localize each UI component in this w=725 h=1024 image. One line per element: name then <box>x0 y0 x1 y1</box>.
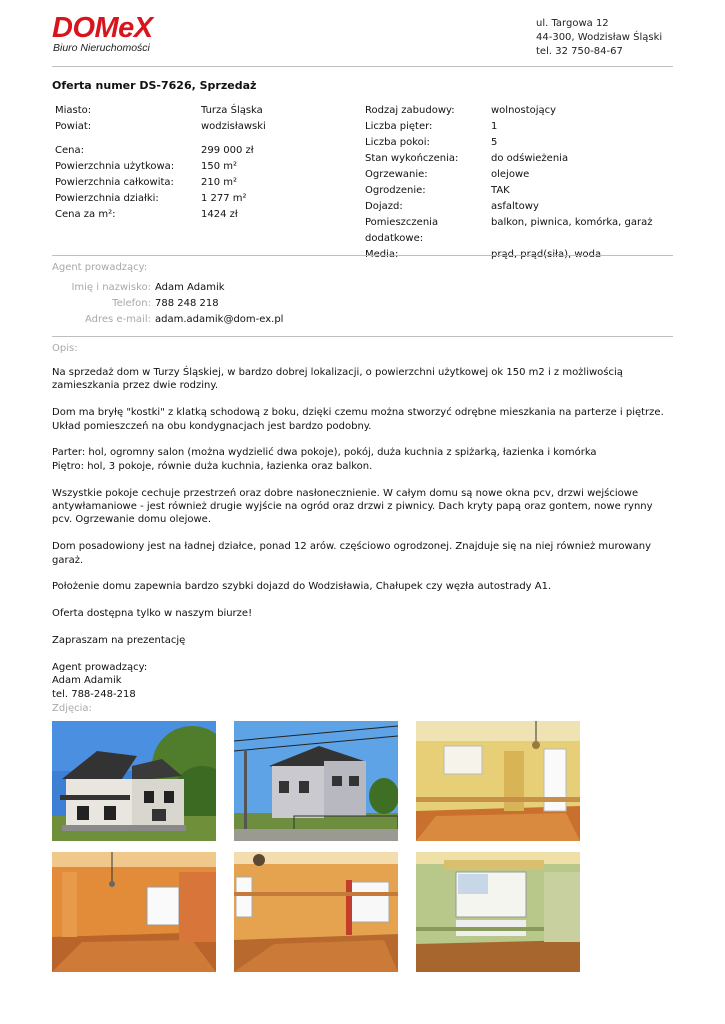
photo-house-exterior-side[interactable] <box>234 721 398 841</box>
detail-row <box>55 103 266 119</box>
detail-value: TAK <box>491 185 510 196</box>
office-address <box>536 17 662 59</box>
detail-value: wolnostojący <box>491 105 557 116</box>
detail-row <box>55 143 266 159</box>
detail-label: Ogrodzenie: <box>365 185 426 196</box>
detail-row <box>365 183 653 199</box>
photo-room-green-window[interactable] <box>416 852 580 972</box>
detail-row <box>365 199 653 215</box>
detail-label: Powierzchnia całkowita: <box>55 177 174 188</box>
description-paragraph: Zapraszam na prezentację <box>52 635 186 647</box>
address-phone: tel. 32 750-84-67 <box>536 46 623 57</box>
detail-value: wodzisławski <box>201 121 266 132</box>
description-section-label: Opis: <box>52 343 78 354</box>
description-text <box>52 366 672 714</box>
detail-row <box>365 151 653 167</box>
photo-room-yellow-door[interactable] <box>416 721 580 841</box>
detail-label: Rodzaj zabudowy: <box>365 105 455 116</box>
details-divider <box>52 255 673 256</box>
photo-room-orange-corner[interactable] <box>234 852 398 972</box>
description-paragraph: Agent prowadzący: Adam Adamik tel. 788-248-218 <box>52 661 148 700</box>
detail-label: Cena za m²: <box>55 209 116 220</box>
agent-row <box>52 312 283 328</box>
detail-row <box>365 135 653 151</box>
description-paragraph: Dom ma bryłę "kostki" z klatką schodową z boku, dzięki czemu można stworzyć odrębne mieszkania na parterze i piętrze. Układ pomieszczeń na obu kondygnacjach jest bardzo podobny. <box>52 407 664 432</box>
description-paragraph: Oferta dostępna tylko w naszym biurze! <box>52 608 253 620</box>
detail-label: Liczba pięter: <box>365 121 433 132</box>
photos-section-label: Zdjęcia: <box>52 703 92 714</box>
address-city: 44-300, Wodzisław Śląski <box>536 32 663 43</box>
detail-row <box>365 103 653 119</box>
agent-row <box>52 296 283 312</box>
description-paragraph: Parter: hol, ogromny salon (można wydzielić dwa pokoje), pokój, duża kuchnia z spiżarką, łazienka i komórka Piętro: hol, 3 pokoje, równie duża kuchnia, łazienka oraz balkon. <box>52 447 597 472</box>
details-left <box>55 103 266 223</box>
description-paragraph: Dom posadowiony jest na ładnej działce, ponad 12 arów. częściowo ogrodzonej. Znajduje się na niej również murowany garaż. <box>52 541 652 566</box>
detail-row <box>365 119 653 135</box>
details-right <box>365 103 653 263</box>
detail-label: Miasto: <box>55 105 92 116</box>
logo-wordmark: DOMeX <box>52 12 153 44</box>
detail-row <box>55 207 266 223</box>
detail-value: asfaltowy <box>491 201 539 212</box>
logo-subtitle: Biuro Nieruchomości <box>53 42 150 54</box>
detail-value: 210 m² <box>201 177 238 188</box>
agent-email[interactable]: adam.adamik@dom-ex.pl <box>155 314 284 325</box>
detail-label: Powiat: <box>55 121 92 132</box>
photo-room-orange-window[interactable] <box>52 852 216 972</box>
agent-block <box>52 280 283 328</box>
detail-value: 1424 zł <box>201 209 238 220</box>
detail-label: Powierzchnia działki: <box>55 193 159 204</box>
offer-title: Oferta numer DS-7626, Sprzedaż <box>52 79 257 92</box>
detail-value: olejowe <box>491 169 530 180</box>
detail-row <box>365 215 653 247</box>
detail-row <box>55 191 266 207</box>
agent-name: Adam Adamik <box>155 282 225 293</box>
agent-name-label: Imię i nazwisko: <box>71 282 151 293</box>
detail-value: 5 <box>491 137 498 148</box>
detail-value: Turza Śląska <box>201 105 263 116</box>
detail-label: Pomieszczenia dodatkowe: <box>365 217 439 244</box>
agent-section-label: Agent prowadzący: <box>52 262 148 273</box>
detail-label: Ogrzewanie: <box>365 169 428 180</box>
agent-phone: 788 248 218 <box>155 298 219 309</box>
company-logo <box>52 14 153 54</box>
agent-row <box>52 280 283 296</box>
detail-value: 150 m² <box>201 161 238 172</box>
description-paragraph: Położenie domu zapewnia bardzo szybki dojazd do Wodzisławia, Chałupek czy węzła autostrady A1. <box>52 581 552 593</box>
detail-row <box>55 159 266 175</box>
detail-row <box>55 119 266 135</box>
agent-phone-label: Telefon: <box>112 298 151 309</box>
description-paragraph: Wszystkie pokoje cechuje przestrzeń oraz dobre nasłonecznienie. W całym domu są nowe okna pcv, drzwi wejściowe antywłamaniowe - jest również drugie wyjście na ogród oraz drzwi z piwnicy. Dach kryty papą oraz gontem, nowe rynny pcv. Ogrzewanie domu olejowe. <box>52 487 653 526</box>
detail-label: Cena: <box>55 145 84 156</box>
agent-email-label: Adres e-mail: <box>84 314 151 325</box>
header-divider <box>52 66 673 67</box>
detail-label: Stan wykończenia: <box>365 153 459 164</box>
detail-value: balkon, piwnica, komórka, garaż <box>491 217 653 228</box>
description-paragraph: Na sprzedaż dom w Turzy Śląskiej, w bardzo dobrej lokalizacji, o powierzchni użytkowej ok 150 m2 i z możliwością zamieszkania przez dwie rodziny. <box>52 367 623 392</box>
detail-value: 1 <box>491 121 498 132</box>
detail-row <box>55 175 266 191</box>
detail-label: Dojazd: <box>365 201 403 212</box>
detail-value: do odświeżenia <box>491 153 569 164</box>
detail-label: Powierzchnia użytkowa: <box>55 161 175 172</box>
address-street: ul. Targowa 12 <box>536 18 609 29</box>
detail-value: 299 000 zł <box>201 145 254 156</box>
detail-row <box>365 167 653 183</box>
agent-divider <box>52 336 673 337</box>
photo-house-exterior-front[interactable] <box>52 721 216 841</box>
detail-label: Liczba pokoi: <box>365 137 430 148</box>
detail-value: 1 277 m² <box>201 193 247 204</box>
